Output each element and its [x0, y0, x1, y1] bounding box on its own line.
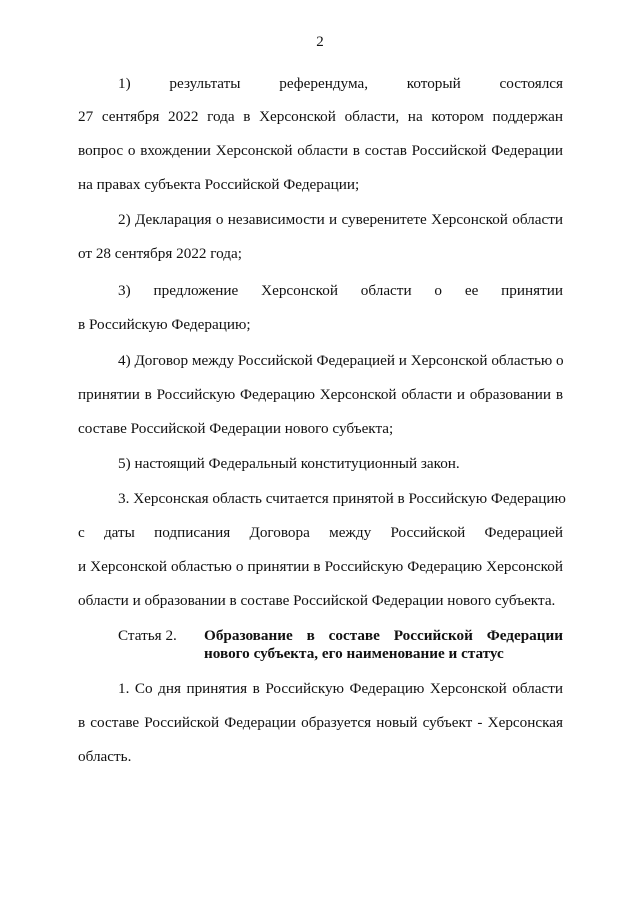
- list-item-2-line-1: 2) Декларация о независимости и суверенитете Херсонской области: [118, 211, 563, 228]
- list-item-4-line-3: составе Российской Федерации нового субъекта;: [78, 420, 394, 437]
- list-item-5: 5) настоящий Федеральный конституционный закон.: [118, 455, 460, 472]
- paragraph-3-line-3: и Херсонской областью о принятии в Российскую Федерацию Херсонской: [78, 558, 563, 575]
- paragraph-3-line-1: 3. Херсонская область считается принятой в Российскую Федерацию: [118, 490, 566, 507]
- list-item-1-line-2: 27 сентября 2022 года в Херсонской области, на котором поддержан: [78, 108, 563, 125]
- article-title-line-1: Образование в составе Российской Федерации: [204, 627, 563, 644]
- article-2-paragraph-1-line-3: область.: [78, 748, 132, 765]
- article-2-paragraph-1-line-2: в составе Российской Федерации образуется новый субъект - Херсонская: [78, 714, 563, 731]
- list-item-2-line-2: от 28 сентября 2022 года;: [78, 245, 242, 262]
- article-2-paragraph-1-line-1: 1. Со дня принятия в Российскую Федерацию Херсонской области: [118, 680, 563, 697]
- list-item-3-line-2: в Российскую Федерацию;: [78, 316, 251, 333]
- list-item-3-line-1: 3) предложение Херсонской области о ее принятии: [118, 282, 563, 299]
- list-item-4-line-1: 4) Договор между Российской Федерацией и Херсонской областью о: [118, 352, 564, 369]
- list-item-4-line-2: принятии в Российскую Федерацию Херсонской области и образовании в: [78, 386, 563, 403]
- list-item-1-line-1: 1) результаты референдума, который состоялся: [118, 75, 563, 92]
- paragraph-3-line-2: с даты подписания Договора между Российской Федерацией: [78, 524, 563, 541]
- page-number: 2: [316, 34, 324, 50]
- article-label: Статья 2.: [118, 627, 177, 644]
- list-item-1-line-4: на правах субъекта Российской Федерации;: [78, 176, 360, 193]
- article-title: [204, 627, 563, 663]
- paragraph-3-line-4: области и образовании в составе Российской Федерации нового субъекта.: [78, 592, 556, 609]
- article-title-line-2: нового субъекта, его наименование и статус: [204, 645, 504, 662]
- list-item-1-line-3: вопрос о вхождении Херсонской области в состав Российской Федерации: [78, 142, 563, 159]
